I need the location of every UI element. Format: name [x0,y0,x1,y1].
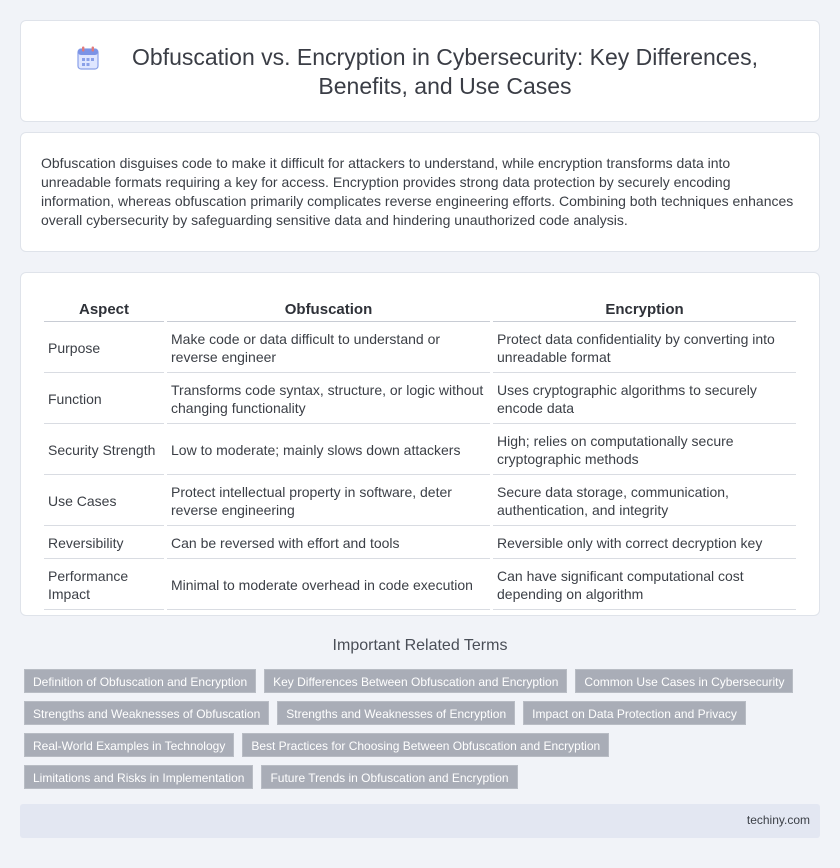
table-cell-obfuscation: Transforms code syntax, structure, or logic without changing functionality [167,375,490,424]
table-row [44,477,796,526]
tag-row [24,733,824,757]
header-aspect: Aspect [44,299,164,322]
header-encryption: Encryption [493,299,796,322]
table-cell-encryption: Protect data confidentiality by converting into unreadable format [493,324,796,373]
table-cell-aspect: Use Cases [44,477,164,526]
tag-row [24,701,824,725]
title-card [20,20,820,122]
related-term-tag[interactable]: Strengths and Weaknesses of Encryption [277,701,515,725]
table-cell-aspect: Performance Impact [44,561,164,610]
table-row [44,561,796,610]
table-cell-encryption: Uses cryptographic algorithms to securely encode data [493,375,796,424]
comparison-table-card [20,272,820,616]
table-cell-encryption: Can have significant computational cost depending on algorithm [493,561,796,610]
related-term-tag[interactable]: Common Use Cases in Cybersecurity [575,669,793,693]
comparison-table [41,297,799,612]
related-term-tag[interactable]: Best Practices for Choosing Between Obfuscation and Encryption [242,733,609,757]
tag-row [24,765,824,789]
related-term-tag[interactable]: Impact on Data Protection and Privacy [523,701,746,725]
related-terms-heading: Important Related Terms [332,637,508,654]
intro-paragraph: Obfuscation disguises code to make it difficult for attackers to understand, while encryption transforms data into unreadable formats requiring a key for access. Encryption provides strong data protection by securely encoding information, whereas obfuscation primarily complicates reverse engineering efforts. Combining both techniques enhances overall cybersecurity by safeguarding sensitive data and hindering unauthorized code analysis. [41,155,794,228]
footer-site-link[interactable]: techiny.com [746,813,810,827]
footer-bar [20,804,820,838]
related-term-tag[interactable]: Limitations and Risks in Implementation [24,765,253,789]
table-row [44,375,796,424]
related-term-tag[interactable]: Real-World Examples in Technology [24,733,234,757]
page-title: Obfuscation vs. Encryption in Cybersecurity: Key Differences, Benefits, and Use Cases [132,44,758,99]
table-row [44,528,796,559]
table-cell-encryption: High; relies on computationally secure cryptographic methods [493,426,796,475]
table-cell-obfuscation: Protect intellectual property in software, deter reverse engineering [167,477,490,526]
intro-card [20,132,820,252]
related-terms-list [24,669,824,797]
table-cell-aspect: Security Strength [44,426,164,475]
table-cell-obfuscation: Can be reversed with effort and tools [167,528,490,559]
table-cell-encryption: Reversible only with correct decryption key [493,528,796,559]
table-row [44,426,796,475]
table-cell-obfuscation: Low to moderate; mainly slows down attackers [167,426,490,475]
table-cell-obfuscation: Minimal to moderate overhead in code execution [167,561,490,610]
table-cell-obfuscation: Make code or data difficult to understand or reverse engineer [167,324,490,373]
table-row [44,324,796,373]
table-cell-aspect: Function [44,375,164,424]
related-term-tag[interactable]: Future Trends in Obfuscation and Encryption [261,765,517,789]
table-cell-aspect: Reversibility [44,528,164,559]
header-obfuscation: Obfuscation [167,299,490,322]
tag-row [24,669,824,693]
related-term-tag[interactable]: Key Differences Between Obfuscation and Encryption [264,669,567,693]
table-cell-aspect: Purpose [44,324,164,373]
table-cell-encryption: Secure data storage, communication, authentication, and integrity [493,477,796,526]
table-header-row [44,299,796,322]
related-term-tag[interactable]: Strengths and Weaknesses of Obfuscation [24,701,269,725]
related-term-tag[interactable]: Definition of Obfuscation and Encryption [24,669,256,693]
